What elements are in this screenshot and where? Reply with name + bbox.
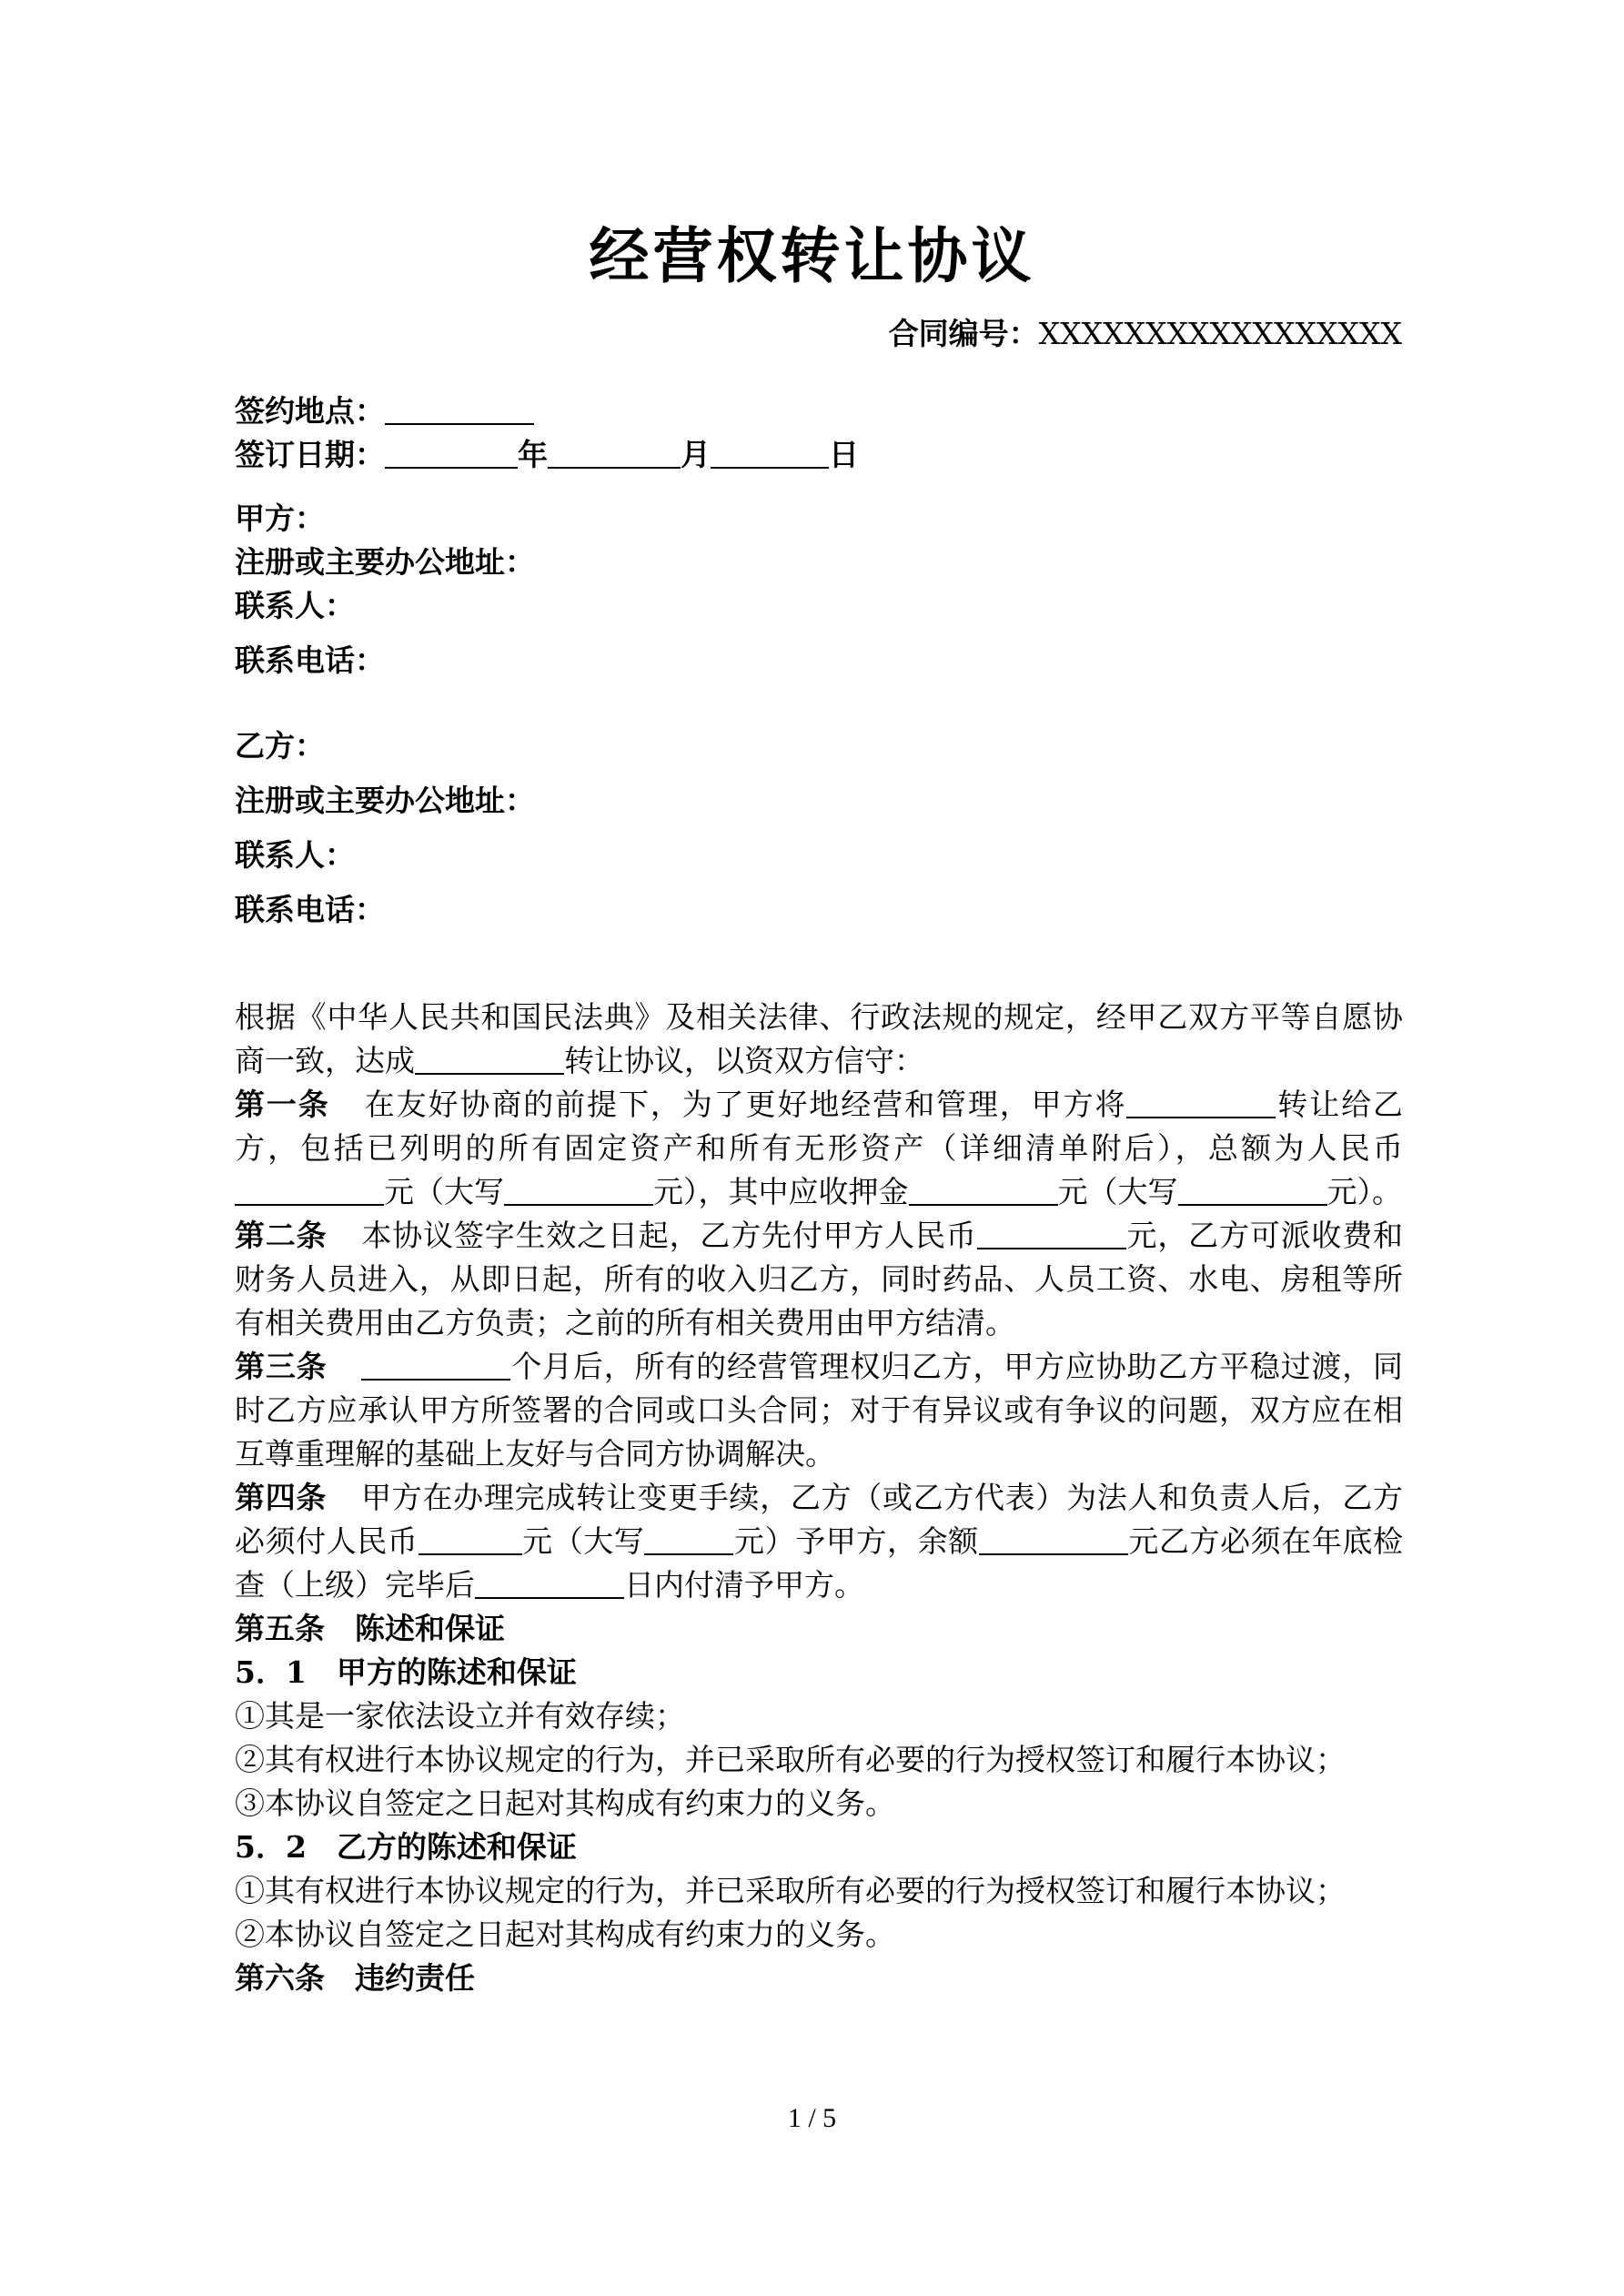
- article-1-text-6: 元）。: [1326, 1174, 1402, 1209]
- article-1-blank-1: [1126, 1086, 1276, 1118]
- article-3-label: 第三条: [235, 1349, 328, 1384]
- party-a-contact-label: 联系人：: [235, 588, 355, 623]
- article-6-heading: 第六条 违约责任: [235, 1960, 475, 1996]
- article-2-label: 第二条: [235, 1218, 328, 1253]
- article-4-label: 第四条: [235, 1480, 328, 1515]
- article-4-blank-4: [475, 1566, 624, 1599]
- article-4-text-2: 元（大写: [521, 1523, 645, 1559]
- article-1-blank-4: [909, 1173, 1058, 1206]
- contract-number-value: XXXXXXXXXXXXXXXXX: [1038, 316, 1402, 351]
- year-char: 年: [518, 437, 548, 472]
- contract-number: [889, 313, 1402, 355]
- sign-place-blank: [385, 392, 534, 425]
- day-blank: [711, 436, 829, 469]
- article-5-1-item: ③本协议自签定之日起对其构成有约束力的义务。: [235, 1785, 895, 1821]
- intro-text-2: 转让协议，以资双方信守：: [564, 1043, 924, 1078]
- article-5-1-heading: 5．1 甲方的陈述和保证: [235, 1654, 577, 1690]
- article-4-blank-3: [979, 1522, 1128, 1555]
- month-blank: [548, 436, 681, 469]
- article-4-text-4: 元乙方必须在年底检查（上级）完毕后: [235, 1523, 1404, 1603]
- article-1-blank-5: [1178, 1173, 1327, 1206]
- party-a-address-label: 注册或主要办公地址：: [235, 544, 535, 580]
- article-5-2-item: ②本协议自签定之日起对其构成有约束力的义务。: [235, 1917, 895, 1952]
- day-char: 日: [829, 437, 859, 472]
- article-2-text-2: 元，乙方可派收费和财务人员进入，从即日起，所有的收入归乙方，同时药品、人员工资、水电、房租等所有相关费用由乙方负责；之前的所有相关费用由甲方结清。: [235, 1218, 1403, 1340]
- article-5-2-heading: 5．2 乙方的陈述和保证: [235, 1829, 577, 1865]
- sign-date-line: [235, 433, 1403, 477]
- document-title: 经营权转让协议: [589, 220, 1035, 291]
- sign-date-label: 签订日期：: [235, 437, 385, 472]
- article-5-1-item: ②其有权进行本协议规定的行为，并已采取所有必要的行为授权签订和履行本协议；: [235, 1742, 1346, 1777]
- article-1-blank-3: [504, 1173, 653, 1206]
- party-b-address-label: 注册或主要办公地址：: [235, 783, 535, 818]
- article-3-blank-1: [361, 1348, 510, 1381]
- article-4-text-5: 日内付清予甲方。: [624, 1567, 864, 1603]
- article-4-blank-2: [644, 1522, 733, 1555]
- intro-blank: [415, 1042, 564, 1075]
- article-3: [235, 1345, 1403, 1476]
- article-5-2-item: ①其有权进行本协议规定的行为，并已采取所有必要的行为授权签订和履行本协议；: [235, 1873, 1346, 1908]
- article-5-1-item: ①其是一家依法设立并有效存续；: [235, 1698, 685, 1734]
- document-body: [235, 389, 1403, 2000]
- party-b-contact-label: 联系人：: [235, 837, 355, 873]
- party-a-label: 甲方：: [235, 501, 325, 536]
- party-b-phone-label: 联系电话：: [235, 892, 385, 927]
- sign-place-label: 签约地点：: [235, 393, 385, 429]
- party-b-label: 乙方：: [235, 728, 325, 764]
- article-2-blank-1: [977, 1217, 1126, 1249]
- article-1-text-1: 在友好协商的前提下，为了更好地经营和管理，甲方将: [364, 1087, 1127, 1122]
- contract-number-label: 合同编号：: [888, 316, 1039, 351]
- article-4-text-1: 甲方在办理完成转让变更手续，乙方（或乙方代表）为法人和负责人后，乙方必须付人民币: [235, 1480, 1404, 1559]
- article-1-blank-2: [235, 1173, 384, 1206]
- party-a-phone-label: 联系电话：: [235, 642, 385, 678]
- intro-text-1: 根据《中华人民共和国民法典》及相关法律、行政法规的规定，经甲乙双方平等自愿协商一致，达成: [235, 999, 1403, 1078]
- article-1-label: 第一条: [235, 1087, 330, 1122]
- article-5-heading: 第五条 陈述和保证: [235, 1611, 505, 1646]
- article-1: [235, 1083, 1403, 1214]
- article-4-text-3: 元）予甲方，余额: [733, 1523, 979, 1559]
- page-number: 1 / 5: [787, 2103, 837, 2133]
- article-2: [235, 1214, 1403, 1345]
- article-1-text-2: 转让给乙方，包括已列明的所有固定资产和所有无形资产（详细清单附后），总额为人民币: [235, 1087, 1404, 1166]
- article-4-blank-1: [419, 1522, 522, 1555]
- month-char: 月: [681, 437, 711, 472]
- year-blank: [385, 436, 518, 469]
- article-3-text-1: 个月后，所有的经营管理权归乙方，甲方应协助乙方平稳过渡，同时乙方应承认甲方所签署的合同或口头合同；对于有异议或有争议的问题，双方应在相互尊重理解的基础上友好与合同方协调解决。: [235, 1349, 1403, 1472]
- intro-paragraph: [235, 996, 1403, 1083]
- article-4: [235, 1476, 1403, 1607]
- article-1-text-5: 元（大写: [1057, 1174, 1178, 1209]
- sign-place-line: [235, 389, 1403, 433]
- article-2-text-1: 本协议签字生效之日起，乙方先付甲方人民币: [361, 1218, 977, 1253]
- article-1-text-4: 元），其中应收押金: [653, 1174, 909, 1209]
- article-1-text-3: 元（大写: [384, 1174, 504, 1209]
